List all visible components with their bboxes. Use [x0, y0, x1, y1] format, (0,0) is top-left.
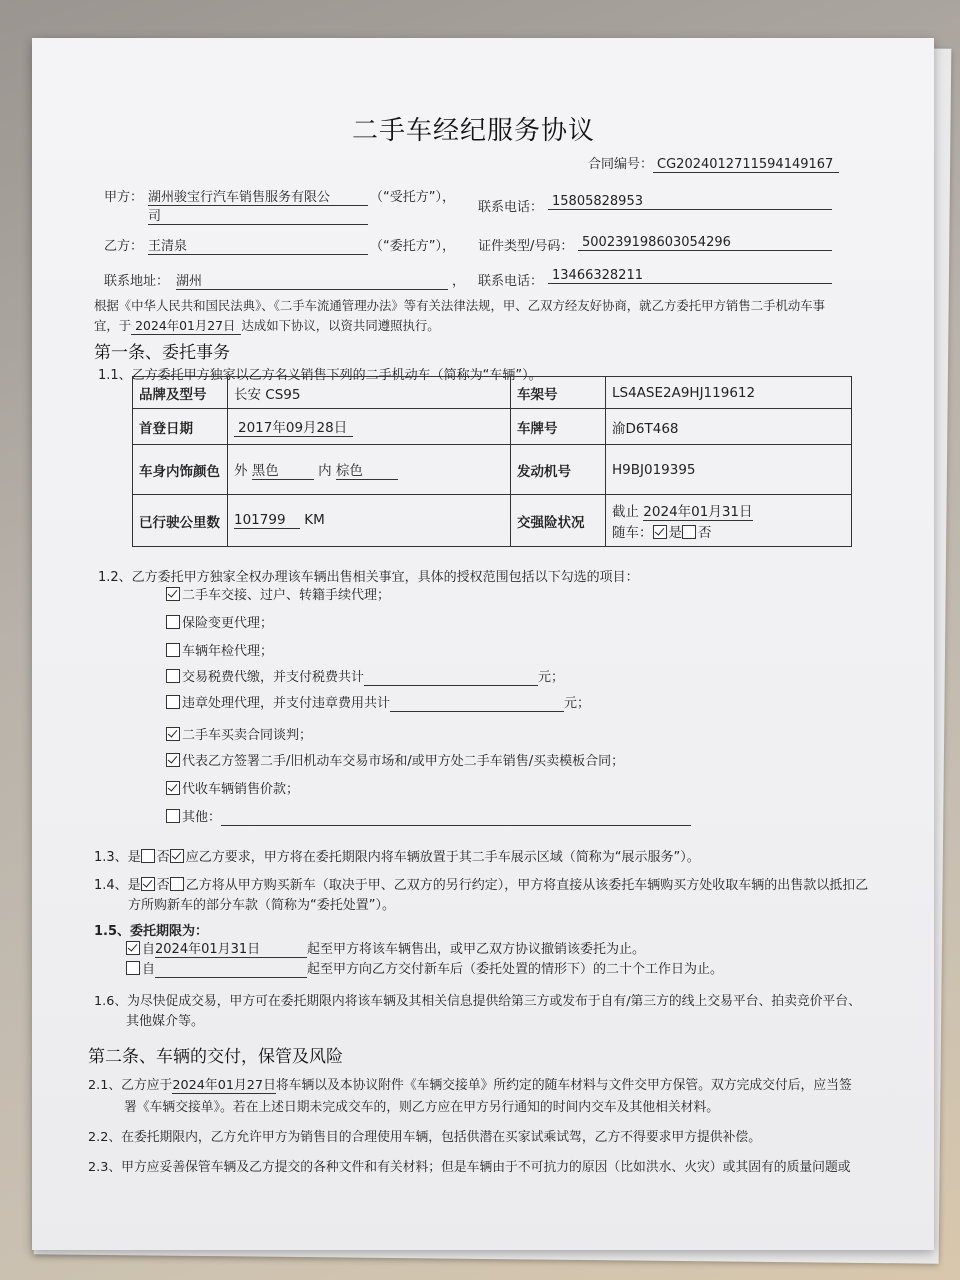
term-option2-date-field[interactable] — [155, 962, 307, 978]
violation-amount-field[interactable] — [390, 696, 564, 712]
term-option1-checkbox[interactable] — [126, 941, 140, 955]
auth-item-8: 代收车辆销售价款； — [166, 778, 299, 797]
color-label: 车身内饰颜色 — [133, 445, 228, 495]
party-a-role: （“受托方”）， — [370, 190, 455, 205]
insurance-date: 2024年01月31日 — [643, 500, 752, 521]
document-title: 二手车经纪服务协议 — [352, 116, 596, 146]
auth-item-9: 其他： — [166, 806, 691, 826]
insurance-label: 交强险状况 — [511, 495, 606, 547]
preamble-line2: 宜，于 2024年01月27日 达成如下协议，以资共同遵照执行。 — [94, 318, 440, 333]
party-b-phone-label: 联系电话： — [478, 274, 544, 289]
auth-checkbox-9[interactable] — [166, 809, 180, 823]
agreement-date: 2024年01月27日 — [131, 316, 241, 335]
insurance-cell: 截止 2024年01月31日 随车： 是 否 — [606, 495, 852, 547]
auth-checkbox-4[interactable] — [166, 669, 180, 683]
clause-1-1: 1.1、乙方委托甲方独家以乙方名义销售下列的二手机动车（简称为“车辆”）。 — [98, 368, 542, 383]
clause-1-4-yes-checkbox[interactable] — [141, 877, 155, 891]
clause-2-3: 2.3、甲方应妥善保管车辆及乙方提交的各种文件和有关材料；但是车辆由于不可抗力的原因（比如洪水、火灾）或其固有的质量问题或 — [88, 1160, 851, 1175]
clause-2-1-line2: 署《车辆交接单》。若在上述日期未完成交车的，则乙方应在甲方另行通知的时间内交车及其他相关材料。 — [124, 1100, 720, 1115]
party-a-label: 甲方： — [104, 190, 144, 205]
color-cell: 外 黑色 内 棕色 — [228, 445, 511, 495]
interior-color: 棕色 — [336, 459, 398, 480]
party-a-name-line2: 司 — [148, 205, 368, 225]
clause-1-3-yes-checkbox[interactable] — [141, 849, 155, 863]
auth-item-3: 车辆年检代理； — [166, 640, 273, 659]
auth-checkbox-1[interactable] — [166, 587, 180, 601]
clause-1-5-option1: 自2024年01月31日 起至甲方将该车辆售出，或甲乙双方协议撤销该委托为止。 — [126, 938, 645, 958]
plate-label: 车牌号 — [511, 409, 606, 445]
vehicle-table — [132, 376, 852, 547]
brand-label: 品牌及型号 — [133, 377, 228, 409]
auth-item-6: 二手车买卖合同谈判； — [166, 724, 312, 743]
clause-1-4-no-checkbox[interactable] — [170, 877, 184, 891]
party-a-phone-label: 联系电话： — [478, 200, 544, 215]
auth-item-5: 违章处理代理，并支付违章费用共计 元； — [166, 692, 590, 712]
reg-date-cell — [228, 409, 511, 445]
clause-2-1-line1: 2.1、乙方应于2024年01月27日将车辆以及本协议附件《车辆交接单》所约定的随车材料与文件交甲方保管。双方完成交付后，应当签 — [88, 1074, 852, 1094]
plate-value: 渝D6T468 — [606, 409, 852, 445]
clause-1-6-line2: 其他媒介等。 — [126, 1014, 205, 1029]
party-a-name-line1: 湖州骏宝行汽车销售服务有限公 — [148, 186, 368, 206]
clause-1-2: 1.2、乙方委托甲方独家全权办理该车辆出售相关事宜，具体的授权范围包括以下勾选的项目： — [98, 570, 639, 585]
mileage-value: 101799 — [234, 512, 300, 529]
reg-date-value: 2017年09月28日 — [234, 416, 353, 437]
party-b-id-label: 证件类型/号码： — [478, 239, 574, 254]
party-b-addr-label: 联系地址： — [104, 274, 170, 289]
addr-comma: ， — [452, 274, 466, 289]
party-b-phone: 13466328211 — [548, 268, 832, 284]
clause-1-3-no-checkbox[interactable] — [170, 849, 184, 863]
term-option2-checkbox[interactable] — [126, 961, 140, 975]
party-b-addr: 湖州 — [176, 270, 448, 290]
clause-1-3: 1.3、是 否 应乙方要求，甲方将在委托期限内将车辆放置于其二手车展示区域（简称为“展示服务”）。 — [94, 850, 700, 865]
contract-page — [32, 38, 934, 1250]
other-field[interactable] — [221, 810, 691, 826]
auth-checkbox-5[interactable] — [166, 695, 180, 709]
preamble-line1: 根据《中华人民共和国民法典》、《二手车流通管理办法》等有关法律法规，甲、乙双方经友好协商，就乙方委托甲方销售二手机动车事 — [94, 298, 826, 313]
party-b-id: 500239198603054296 — [578, 235, 832, 251]
reg-date-label: 首登日期 — [133, 409, 228, 445]
insurance-no-checkbox[interactable] — [682, 525, 696, 539]
party-b-role: （“委托方”）， — [370, 239, 455, 254]
engine-label: 发动机号 — [511, 445, 606, 495]
exterior-color: 黑色 — [252, 459, 314, 480]
clause-1-5-heading: 1.5、委托期限为： — [94, 924, 209, 939]
tax-amount-field[interactable] — [364, 670, 538, 686]
auth-checkbox-8[interactable] — [166, 781, 180, 795]
auth-item-7: 代表乙方签署二手/旧机动车交易市场和/或甲方处二手车销售/买卖模板合同； — [166, 750, 624, 769]
clause-1-4: 1.4、是 否 乙方将从甲方购买新车（取决于甲、乙双方的另行约定），甲方将直接从该委托车辆购买方处收取车辆的出售款以抵扣乙 — [94, 878, 869, 893]
auth-item-1: 二手车交接、过户、转籍手续代理； — [166, 584, 390, 603]
clause-1-4-line2: 方所购新车的部分车款（简称为“委托处置”）。 — [128, 898, 395, 913]
mileage-cell: 101799 KM — [228, 495, 511, 547]
auth-checkbox-3[interactable] — [166, 643, 180, 657]
insurance-yes-checkbox[interactable] — [653, 525, 667, 539]
party-a-phone: 15805828953 — [548, 194, 832, 210]
vin-value: LS4ASE2A9HJ119612 — [606, 377, 852, 409]
auth-item-2: 保险变更代理； — [166, 612, 273, 631]
clause-1-5-option2: 自 起至甲方向乙方交付新车后（委托处置的情形下）的二十个工作日为止。 — [126, 958, 723, 978]
auth-checkbox-2[interactable] — [166, 615, 180, 629]
engine-value: H9BJ019395 — [606, 445, 852, 495]
party-b-name: 王清泉 — [148, 235, 368, 255]
clause-2-2: 2.2、在委托期限内，乙方允许甲方为销售目的合理使用车辆，包括供潜在买家试乘试驾，乙方不得要求甲方提供补偿。 — [88, 1130, 761, 1145]
handover-date: 2024年01月27日 — [172, 1074, 276, 1094]
mileage-label: 已行驶公里数 — [133, 495, 228, 547]
vin-label: 车架号 — [511, 377, 606, 409]
auth-checkbox-6[interactable] — [166, 727, 180, 741]
auth-checkbox-7[interactable] — [166, 753, 180, 767]
clause-1-6-line1: 1.6、为尽快促成交易，甲方可在委托期限内将该车辆及其相关信息提供给第三方或发布于自有/第三方的线上交易平台、拍卖竞价平台、 — [94, 994, 861, 1009]
party-b-label: 乙方： — [104, 239, 144, 254]
brand-value: 长安 CS95 — [228, 377, 511, 409]
article2-heading: 第二条、车辆的交付，保管及风险 — [88, 1047, 343, 1067]
contract-number: 合同编号： CG2024012711594149167 — [588, 153, 839, 173]
term-start-date: 2024年01月31日 — [155, 938, 307, 958]
auth-item-4: 交易税费代缴，并支付税费共计 元； — [166, 666, 564, 686]
article1-heading: 第一条、委托事务 — [94, 343, 230, 363]
